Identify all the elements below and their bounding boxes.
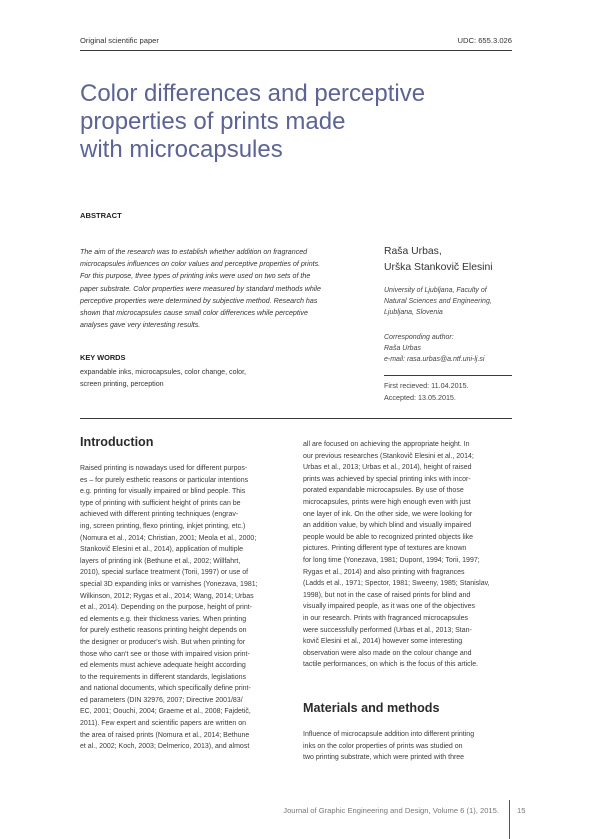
abstract-text bbox=[80, 246, 356, 331]
body-line: inks on the color properties of prints was studied on bbox=[303, 742, 463, 750]
body-line: layers of printing ink (Bethune et al., 2002; Willfahrt, bbox=[80, 557, 241, 565]
body-line: kovič Elesini et al., 2014) however some interesting bbox=[303, 638, 463, 646]
body-line: tactile performances, on which is the focus of this article. bbox=[303, 661, 479, 669]
keywords-line: expandable inks, microcapsules, color change, color, bbox=[80, 368, 247, 376]
materials-heading: Materials and methods bbox=[303, 701, 440, 715]
affiliation bbox=[384, 285, 524, 319]
dates-rule bbox=[384, 375, 512, 376]
header-udc: UDC: 655.3.026 bbox=[457, 36, 512, 45]
body-line: special 3D expanding inks or varnishes (Yonezava, 1981; bbox=[80, 580, 258, 588]
affiliation-line: Natural Sciences and Engineering, bbox=[384, 298, 492, 306]
body-line: microcapsules, prints were high enough even with just bbox=[303, 498, 471, 506]
body-line: 2011). Few expert and scientific papers are written on bbox=[80, 720, 247, 728]
body-line: to the requirements in different standards, legislations bbox=[80, 673, 247, 681]
body-line: for purely esthetic reasons printing height depends on bbox=[80, 627, 247, 635]
abstract-line: For this purpose, three types of printing inks were used on two sets of the bbox=[80, 272, 311, 281]
body-line: et al., 2002; Koch, 2003; Delmerico, 2013), and almost bbox=[80, 743, 250, 751]
received-date: First recieved: 11.04.2015. bbox=[384, 381, 469, 390]
abstract-line: perceptive properties were determined by subjective method. Research has bbox=[80, 296, 318, 305]
body-line: an addition value, by which blind and visually impaired bbox=[303, 522, 472, 530]
introduction-heading: Introduction bbox=[80, 435, 154, 449]
body-line: achieved with different printing techniques (engrav- bbox=[80, 511, 239, 519]
introduction-column-1 bbox=[80, 463, 302, 753]
abstract-line: The aim of the research was to establish whether addition on fragranced bbox=[80, 248, 308, 256]
body-line: es – for purely esthetic reasons or particular intentions bbox=[80, 476, 249, 484]
body-line: et al., 2014). Depending on the purpose, height of print- bbox=[80, 604, 253, 612]
body-line: one layer of ink. On the other side, we were looking for bbox=[303, 510, 473, 518]
footer-divider bbox=[509, 800, 510, 839]
body-line: ing, screen printing, flexo printing, inkjet printing, etc.) bbox=[80, 522, 246, 530]
article-dates bbox=[384, 380, 469, 404]
body-line: 1998), but not in the case of raised prints for blind and bbox=[303, 591, 471, 599]
affiliation-line: University of Ljubljana, Faculty of bbox=[384, 287, 487, 294]
introduction-column-2 bbox=[303, 439, 512, 671]
body-line: the area of raised prints (Nomura et al., 2014; Bethune bbox=[80, 731, 250, 739]
body-line: Wilkinson, 2012; Rygas et al., 2014; Wang, 2014; Urbas bbox=[80, 592, 254, 600]
body-line: (Nomura et al., 2014; Christian, 2001; Meola et al., 2000; bbox=[80, 534, 257, 542]
affiliation-line: Ljubljana, Slovenia bbox=[384, 309, 443, 317]
abstract-line: shown that microcapsules cause small color differences while perceptive bbox=[80, 309, 308, 318]
body-line: ed parameters (DIN 32976, 2007; Directive 2001/83/ bbox=[80, 696, 243, 704]
body-line: ed elements e.g. their thickness varies. When printing bbox=[80, 615, 247, 623]
body-line: people would be able to recognized printed objects like bbox=[303, 533, 474, 541]
body-line: the designer or producer's wish. But when printing for bbox=[80, 638, 246, 646]
abstract-line: microcapsules influences on color values and perceptive properties of prints. bbox=[80, 260, 321, 269]
author-name: Urška Stankovič Elesini bbox=[384, 262, 493, 273]
body-line: observation were also made on the colour change and bbox=[303, 649, 472, 657]
footer-journal: Journal of Graphic Engineering and Design, Volume 6 (1), 2015. bbox=[283, 806, 499, 815]
keywords-text bbox=[80, 366, 300, 390]
author-list bbox=[384, 244, 493, 276]
body-line: two printing substrate, which were printed with three bbox=[303, 754, 465, 762]
author-name: Raša Urbas, bbox=[384, 246, 442, 257]
body-line: Stankovič Elesini et al., 2014), application of multiple bbox=[80, 546, 244, 554]
body-line: for long time (Yonezava, 1981; Dupont, 1994; Torii, 1997; bbox=[303, 556, 480, 564]
corresponding-line: Corresponding author: bbox=[384, 334, 454, 341]
section-rule bbox=[80, 418, 512, 419]
body-line: pictures. Printing different type of textures are known bbox=[303, 545, 467, 553]
title-line: properties of prints made bbox=[80, 108, 346, 135]
corresponding-author bbox=[384, 332, 524, 366]
body-line: our previous researches (Stankovič Elesini et al., 2014; bbox=[303, 452, 474, 460]
corresponding-line: Raša Urbas bbox=[384, 345, 421, 353]
body-line: Urbas et al., 2013; Urbas et al., 2014), height of raised bbox=[303, 464, 472, 472]
body-line: 2010), special surface treatment (Torii, 1997) or use of bbox=[80, 569, 249, 577]
body-line: EC, 2001; Oouchi, 2004; Graeme et al., 2008; Fajdetič, bbox=[80, 708, 251, 716]
keywords-line: screen printing, perception bbox=[80, 380, 164, 389]
body-line: and national documents, which specifically define print- bbox=[80, 685, 251, 693]
body-line: e.g. printing for visually impaired or blind people. This bbox=[80, 488, 246, 496]
body-line: Rygas et al., 2014) and also printing with fragrances bbox=[303, 568, 465, 576]
header-category: Original scientific paper bbox=[80, 36, 159, 45]
abstract-heading: ABSTRACT bbox=[80, 211, 122, 220]
body-line: ed elements must achieve adequate height according bbox=[80, 662, 246, 670]
body-line: prints was achieved by special printing inks with incor- bbox=[303, 475, 471, 483]
page-number: 15 bbox=[517, 806, 526, 815]
title-line: with microcapsules bbox=[80, 136, 283, 163]
corresponding-email: e-mail: rasa.urbas@a.ntf.uni-lj.si bbox=[384, 356, 485, 364]
body-line: Raised printing is nowadays used for different purpos- bbox=[80, 465, 248, 472]
body-line: were successfully performed (Urbas et al., 2013; Stan- bbox=[303, 626, 472, 634]
abstract-line: analyses gave very interesting results. bbox=[80, 321, 201, 330]
paper-title bbox=[80, 80, 500, 164]
materials-text bbox=[303, 729, 512, 764]
body-line: porated expandable microcapsules. By use of those bbox=[303, 487, 464, 495]
abstract-line: paper substrate. Color properties were measured by standard methods while bbox=[80, 284, 321, 293]
body-line: all are focused on achieving the appropriate height. In bbox=[303, 441, 470, 448]
keywords-heading: KEY WORDS bbox=[80, 353, 126, 362]
body-line: type of printing with sufficient height of prints can be bbox=[80, 499, 241, 507]
body-line: visually impaired people, as it was one of the objectives bbox=[303, 603, 475, 611]
accepted-date: Accepted: 13.05.2015. bbox=[384, 393, 456, 402]
body-line: Influence of microcapsule addition into different printing bbox=[303, 731, 475, 738]
title-line: Color differences and perceptive bbox=[80, 80, 426, 107]
body-line: in our research. Prints with fragranced microcapsules bbox=[303, 614, 468, 622]
body-line: (Ladds et al., 1971; Spector, 1981; Sweeny, 1985; Stanislav, bbox=[303, 580, 490, 588]
header-rule bbox=[80, 50, 512, 51]
body-line: those who can't see or those with impaired vision print- bbox=[80, 650, 250, 658]
